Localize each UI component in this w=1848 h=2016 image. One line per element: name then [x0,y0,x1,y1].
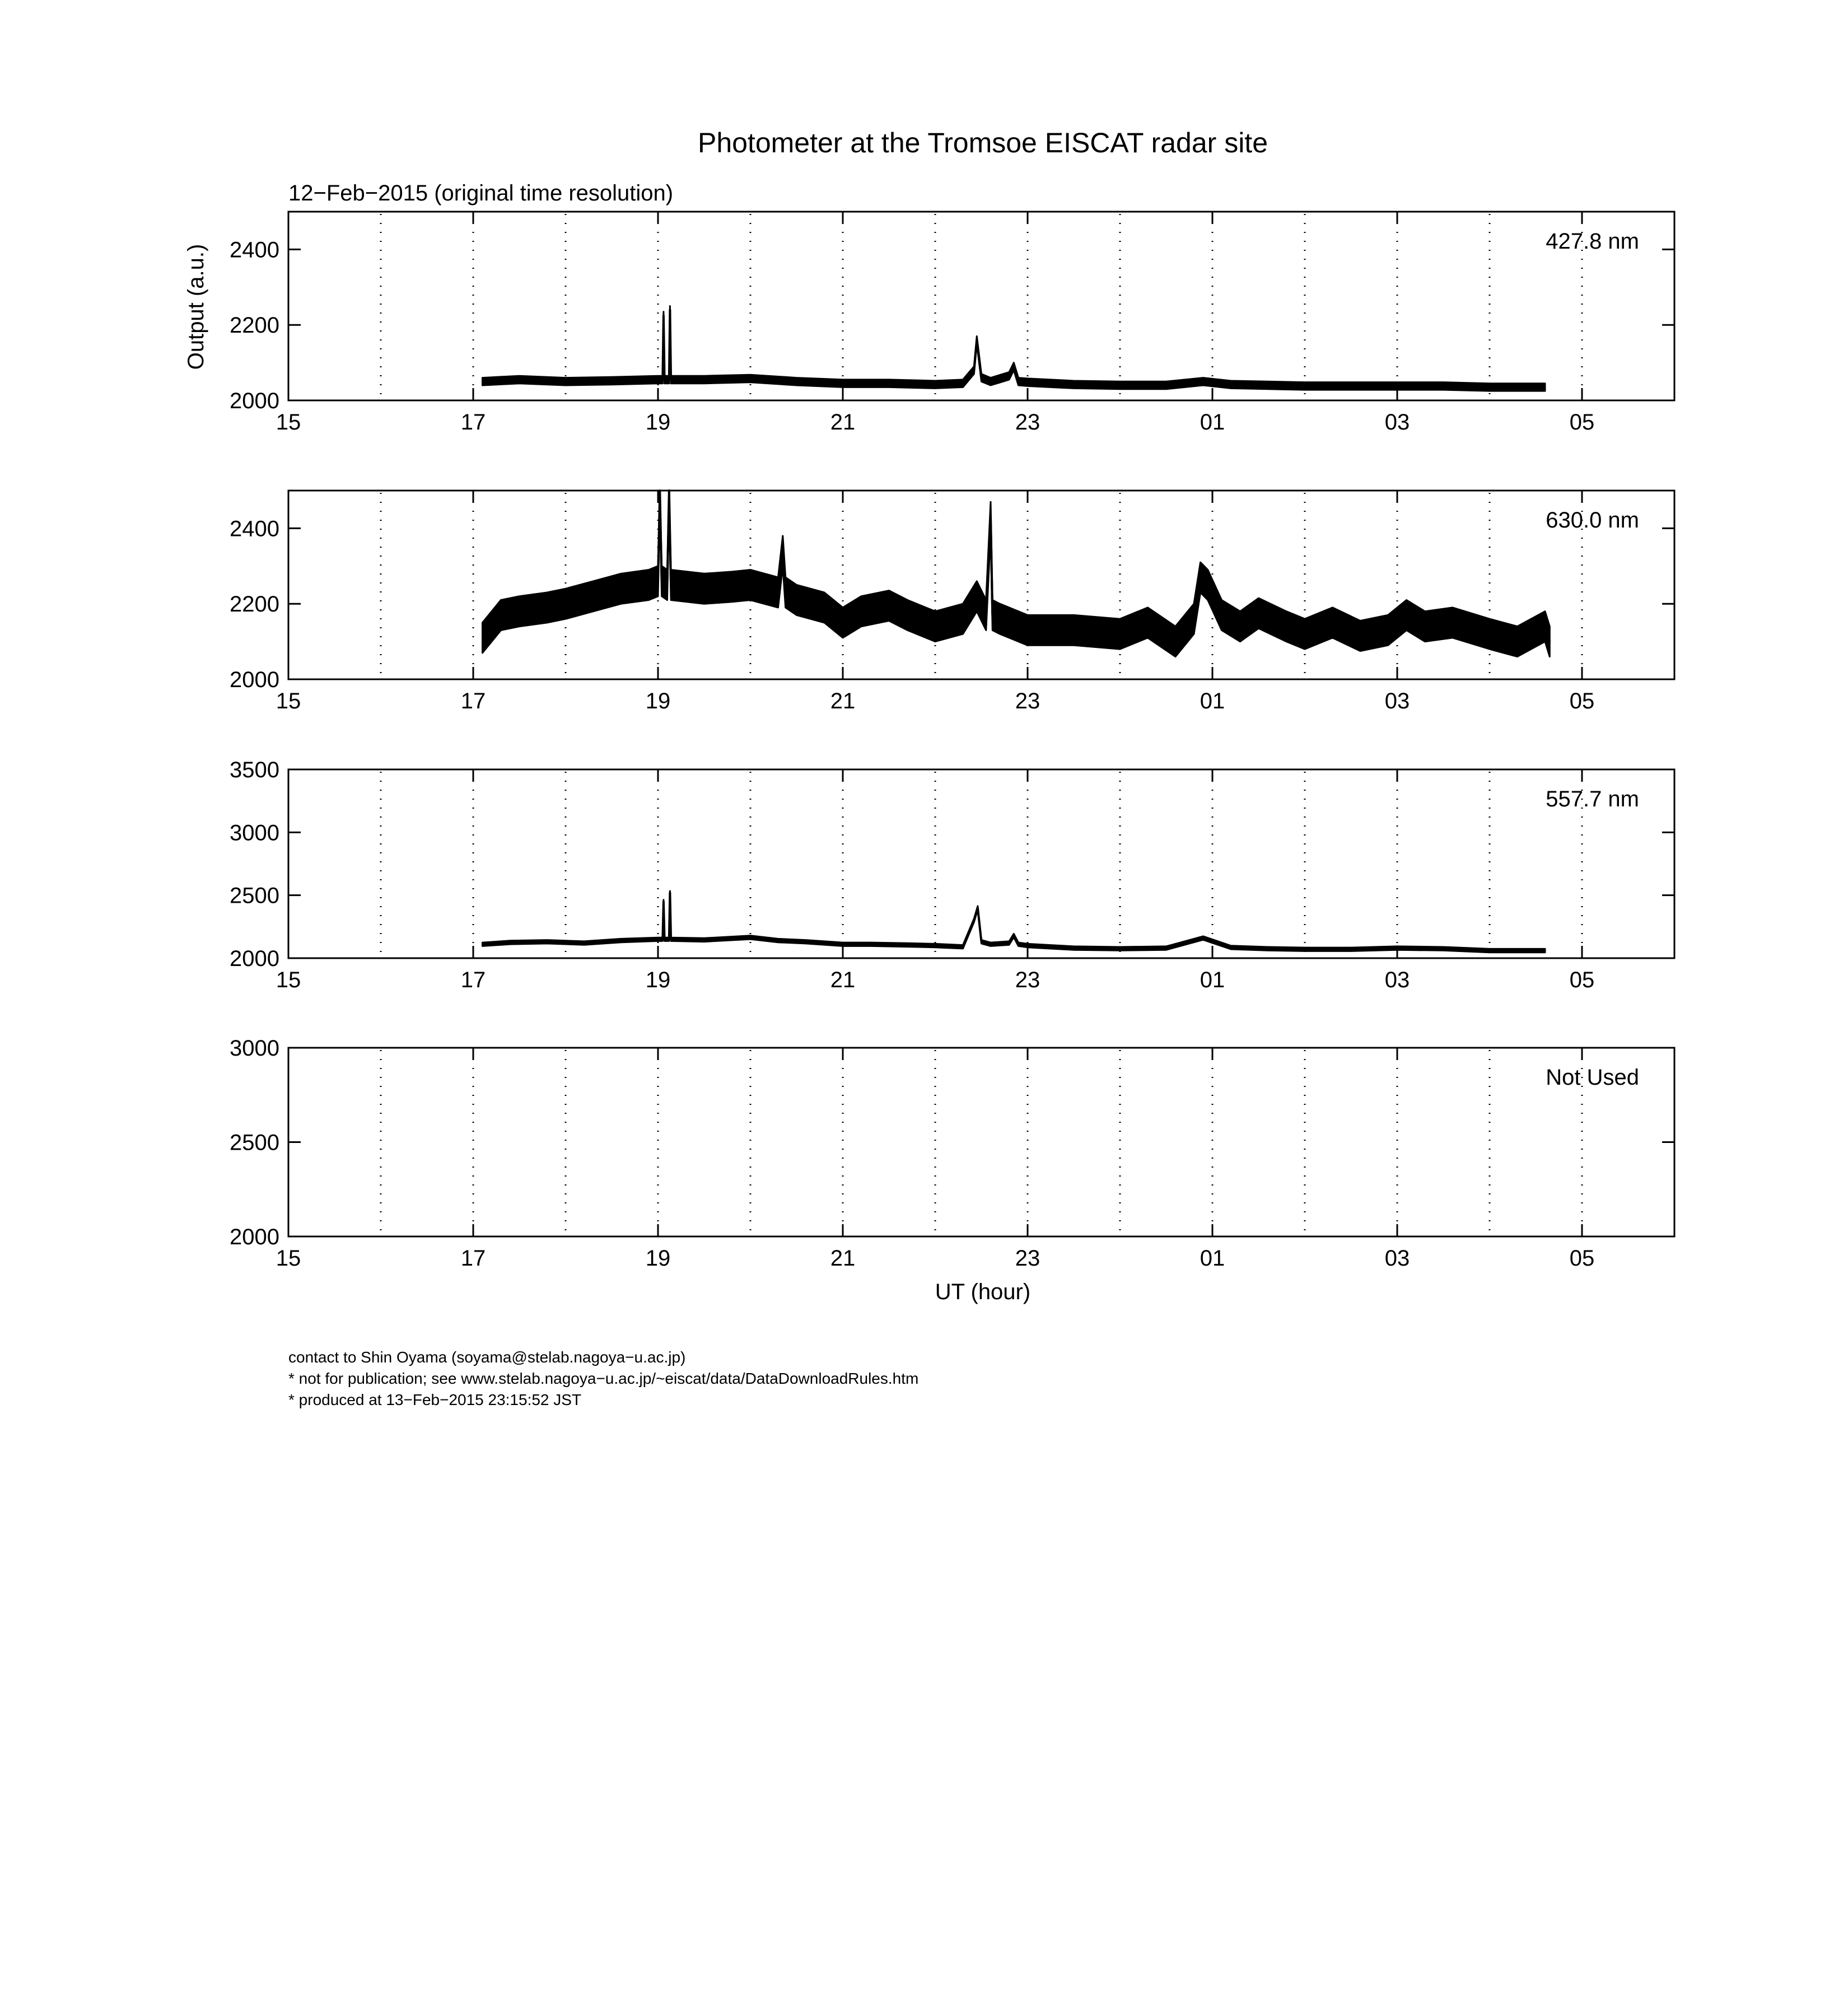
x-tick-label: 17 [460,968,486,992]
panel-label: 557.7 nm [1546,787,1639,811]
y-tick-label: 3000 [230,1036,279,1061]
x-tick-label: 21 [830,1246,856,1271]
y-tick-label: 2200 [230,592,279,617]
x-tick-label: 05 [1569,410,1595,435]
x-tick-label: 03 [1384,968,1410,992]
y-tick-label: 2000 [230,1225,279,1249]
x-tick-label: 17 [460,1246,486,1271]
x-tick-label: 15 [276,689,301,713]
chart-subtitle: 12−Feb−2015 (original time resolution) [288,181,674,206]
x-tick-label: 01 [1200,689,1225,713]
x-tick-label: 19 [645,968,671,992]
x-tick-label: 23 [1015,968,1040,992]
x-tick-label: 23 [1015,1246,1040,1271]
y-tick-label: 2400 [230,237,279,263]
x-tick-label: 21 [830,689,856,713]
x-tick-label: 05 [1569,968,1595,992]
panel-label: 427.8 nm [1546,229,1639,254]
axes-frame [288,769,1674,958]
x-tick-label: 05 [1569,1246,1595,1271]
x-tick-label: 03 [1384,689,1410,713]
chart-title: Photometer at the Tromsoe EISCAT radar site [697,127,1268,158]
panels-group [230,212,1674,1271]
x-tick-label: 17 [460,410,486,435]
x-tick-label: 19 [645,1246,671,1271]
x-tick-label: 03 [1384,410,1410,435]
series-band-1 [483,306,1546,391]
series-band-1 [483,491,1550,657]
y-tick-label: 2000 [230,946,279,971]
x-tick-label: 19 [645,689,671,713]
panel-2 [230,491,1674,713]
footer-produced-time: * produced at 13−Feb−2015 23:15:52 JST [288,1391,582,1408]
footer-contact: contact to Shin Oyama (soyama@stelab.nagoya−u.ac.jp) [288,1348,686,1366]
panel-label: Not Used [1546,1065,1639,1090]
x-tick-label: 03 [1384,1246,1410,1271]
x-tick-label: 05 [1569,689,1595,713]
series-band-1 [483,891,1546,953]
x-axis-label: UT (hour) [935,1280,1031,1304]
y-tick-label: 2500 [230,883,279,908]
y-tick-label: 2400 [230,516,279,542]
x-tick-label: 01 [1200,1246,1225,1271]
y-tick-label: 2000 [230,389,279,413]
x-tick-label: 15 [276,410,301,435]
x-tick-label: 01 [1200,410,1225,435]
y-axis-label: Output (a.u.) [184,244,208,370]
x-tick-label: 23 [1015,689,1040,713]
axes-frame [288,491,1674,679]
x-tick-label: 21 [830,968,856,992]
x-tick-label: 19 [645,410,671,435]
y-tick-label: 3500 [230,758,279,782]
footer-rules-note: * not for publication; see www.stelab.nagoya−u.ac.jp/~eiscat/data/DataDownloadRules.htm [288,1370,919,1387]
y-tick-label: 2200 [230,313,279,338]
x-tick-label: 15 [276,1246,301,1271]
panel-4 [230,1036,1674,1271]
y-tick-label: 3000 [230,820,279,846]
axes-frame [288,1048,1674,1236]
x-tick-label: 15 [276,968,301,992]
x-tick-label: 01 [1200,968,1225,992]
panel-3 [230,758,1674,992]
x-tick-label: 17 [460,689,486,713]
y-tick-label: 2000 [230,668,279,692]
panel-label: 630.0 nm [1546,508,1639,533]
y-tick-label: 2500 [230,1130,279,1155]
panel-1 [230,212,1674,435]
footer [288,1347,918,1411]
x-tick-label: 21 [830,410,856,435]
x-tick-label: 23 [1015,410,1040,435]
